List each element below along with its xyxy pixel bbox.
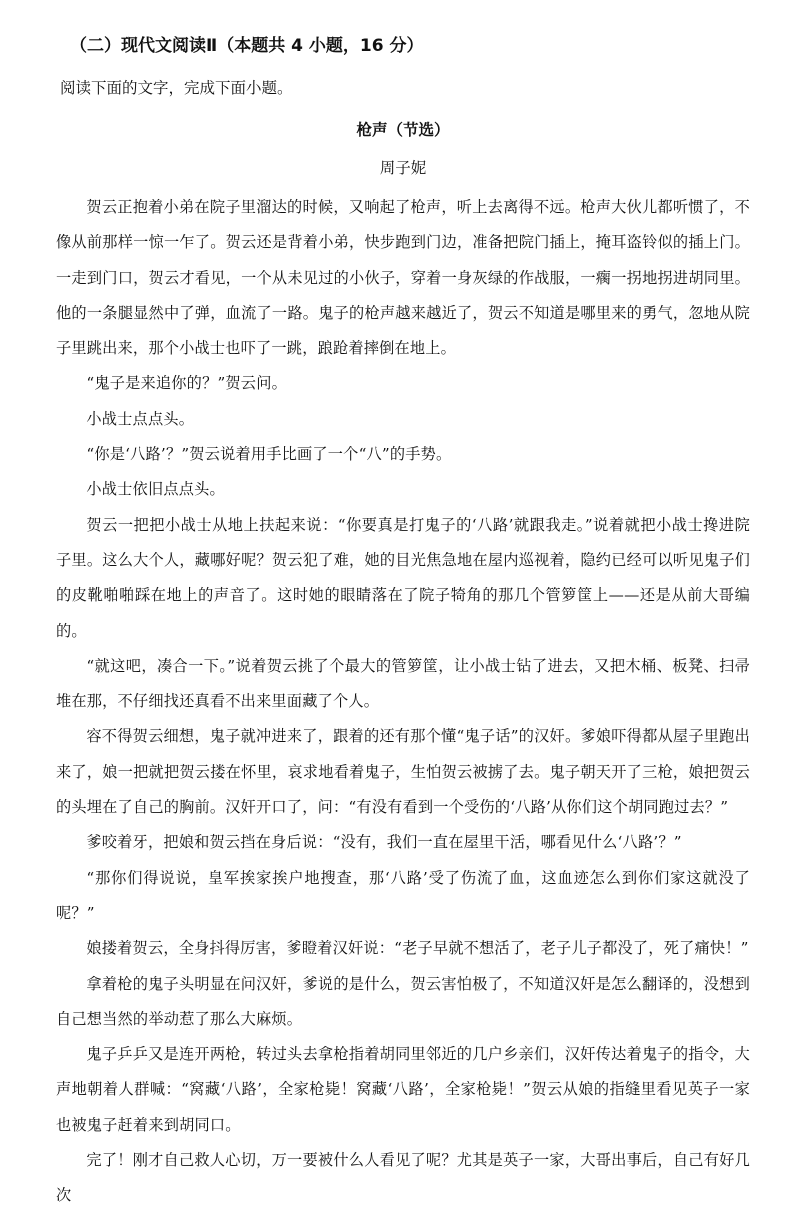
section-heading: （二）现代文阅读Ⅱ（本题共 4 小题，16 分） <box>70 36 424 56</box>
paragraph: 小战士依旧点点头。 <box>86 480 225 499</box>
paragraph: 爹咬着牙，把娘和贺云挡在身后说：“没有，我们一直在屋里干活，哪看见什么‘八路’？” <box>86 833 682 852</box>
paragraph: “就这吧，凑合一下。”说着贺云挑了个最大的管箩筐，让小战士钻了进去，又把木桶、板凳、扫帚堆在那，不仔细找还真看不出来里面藏了个人。 <box>56 656 750 711</box>
paragraph: 娘搂着贺云，全身抖得厉害，爹瞪着汉奸说：“老子早就不想活了，老子儿子都没了，死了痛快！” <box>86 939 749 958</box>
paragraph: 小战士点点头。 <box>86 409 195 428</box>
paragraph: 贺云一把把小战士从地上扶起来说：“你要真是打鬼子的‘八路’就跟我走。”说着就把小战士搀进院子里。这么大个人，藏哪好呢？贺云犯了难，她的目光焦急地在屋内巡视着，隐约已经可以听见鬼子们的皮靴啪啪踩在地上的声音了。这时她的眼睛落在了院子犄角的那几个管箩筐上——还是从前大哥编的。 <box>56 515 750 640</box>
paragraph: 完了！刚才自己救人心切，万一要被什么人看见了呢？尤其是英子一家，大哥出事后，自己有好几次 <box>56 1151 750 1205</box>
instruction-text: 阅读下面的文字，完成下面小题。 <box>60 79 293 97</box>
paragraph: 贺云正抱着小弟在院子里溜达的时候，又响起了枪声，听上去离得不远。枪声大伙儿都听惯了，不像从前那样一惊一乍了。贺云还是背着小弟，快步跑到门边，准备把院门插上，掩耳盗铃似的插上门。一走到门口，贺云才看见，一个从未见过的小伙子，穿着一身灰绿的作战服，一瘸一拐地拐进胡同里。他的一条腿显然中了弹，血流了一路。鬼子的枪声越来越近了，贺云不知道是哪里来的勇气，忽地从院子里跳出来，那个小战士也吓了一跳，踉跄着摔倒在地上。 <box>56 198 750 358</box>
paragraph: 拿着枪的鬼子头明显在问汉奸，爹说的是什么，贺云害怕极了，不知道汉奸是怎么翻译的，没想到自己想当然的举动惹了那么大麻烦。 <box>56 974 750 1028</box>
paragraph: “鬼子是来追你的？”贺云问。 <box>86 374 287 393</box>
paragraph: “那你们得说说，皇军挨家挨户地搜查，那‘八路’受了伤流了血，这血迹怎么到你们家这就没了呢？” <box>56 868 750 922</box>
article-body <box>56 190 750 1214</box>
paragraph: 容不得贺云细想，鬼子就冲进来了，跟着的还有那个懂“鬼子话”的汉奸。爹娘吓得都从屋子里跑出来了，娘一把就把贺云搂在怀里，哀求地看着鬼子，生怕贺云被掳了去。鬼子朝天开了三枪，娘把贺云的头埋在了自己的胸前。汉奸开口了，问：“有没有看到一个受伤的‘八路’从你们这个胡同跑过去？” <box>56 727 750 817</box>
article-title: 枪声（节选） <box>356 121 450 139</box>
paragraph: “你是‘八路’？”贺云说着用手比画了一个“八”的手势。 <box>86 445 452 464</box>
paragraph: 鬼子乒乒又是连开两枪，转过头去拿枪指着胡同里邻近的几户乡亲们，汉奸传达着鬼子的指令，大声地朝着人群喊：“窝藏‘八路’，全家枪毙！窝藏‘八路’，全家枪毙！”贺云从娘的指缝里看见英子一家也被鬼子赶着来到胡同口。 <box>56 1045 750 1134</box>
article-author: 周子妮 <box>379 159 427 177</box>
